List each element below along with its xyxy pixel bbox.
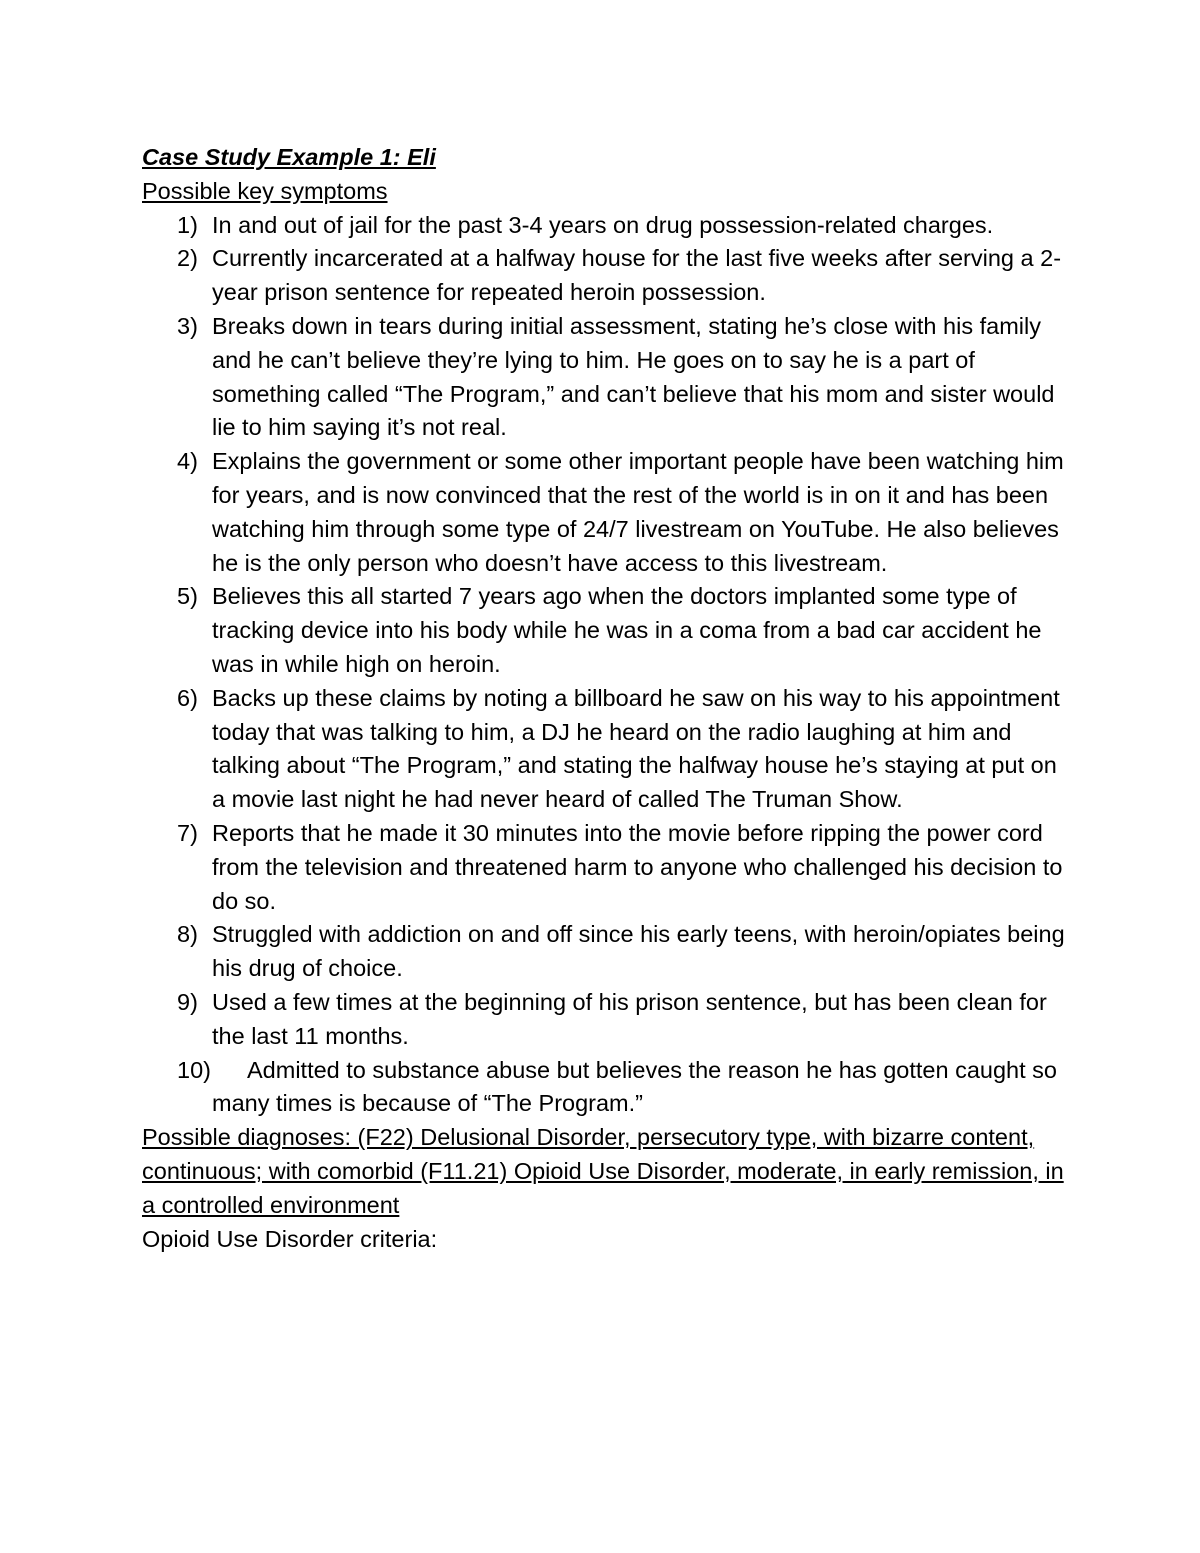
criteria-heading: Opioid Use Disorder criteria: — [142, 1225, 438, 1252]
symptom-item — [142, 986, 1072, 1054]
symptom-item — [142, 817, 1072, 918]
symptom-number: 9) — [177, 988, 198, 1015]
symptom-item — [142, 918, 1072, 986]
symptom-text: In and out of jail for the past 3-4 years on drug possession-related charges. — [212, 211, 994, 238]
symptom-item — [142, 209, 1072, 243]
symptom-number: 8) — [177, 921, 198, 948]
symptoms-heading: Possible key symptoms — [142, 177, 388, 204]
symptom-text: Backs up these claims by noting a billboard he saw on his way to his appointment today that was talking to him, a DJ he heard on the radio laughing at him and talking about “The Program,” and stating the halfway house he’s staying at put on a movie last night he had never heard of called The Truman Show. — [212, 684, 1060, 813]
symptom-text: Explains the government or some other important people have been watching him for years, and is now convinced that the rest of the world is in on it and has been watching him through some type of 24/7 livestream on YouTube. He also believes he is the only person who doesn’t have access to this livestream. — [212, 448, 1064, 576]
symptom-item — [142, 682, 1072, 817]
symptom-number: 6) — [177, 684, 198, 711]
symptom-text: Currently incarcerated at a halfway house for the last five weeks after serving a 2-year prison sentence for repeated heroin possession. — [212, 245, 1062, 306]
symptom-number: 3) — [177, 312, 198, 339]
case-study-title: Case Study Example 1: Eli — [142, 144, 436, 170]
symptom-text: Admitted to substance abuse but believes the reason he has gotten caught so many times is because of “The Program.” — [212, 1056, 1057, 1117]
symptom-text: Struggled with addiction on and off since his early teens, with heroin/opiates being his drug of choice. — [212, 921, 1065, 982]
symptom-number: 4) — [177, 448, 198, 475]
symptom-text: Believes this all started 7 years ago when the doctors implanted some type of tracking device into his body while he was in a coma from a bad car accident he was in while high on heroin. — [212, 583, 1042, 677]
symptom-item — [142, 310, 1072, 445]
symptom-number: 2) — [177, 245, 198, 272]
symptom-text: Reports that he made it 30 minutes into the movie before ripping the power cord from the television and threatened harm to anyone who challenged his decision to do so. — [212, 819, 1063, 914]
symptom-number: 10) — [177, 1056, 211, 1083]
symptom-item — [142, 1054, 1072, 1122]
symptom-number: 1) — [177, 211, 198, 238]
symptom-text: Used a few times at the beginning of his prison sentence, but has been clean for the last 11 months. — [212, 988, 1047, 1049]
document-body — [142, 141, 1072, 1256]
symptoms-list — [142, 209, 1072, 1122]
symptom-item — [142, 242, 1072, 310]
symptom-item — [142, 445, 1072, 580]
symptom-number: 7) — [177, 819, 198, 846]
symptom-text: Breaks down in tears during initial assessment, stating he’s close with his family and he can’t believe they’re lying to him. He goes on to say he is a part of something called “The Program,” and can’t believe that his mom and sister would lie to him saying it’s not real. — [212, 312, 1055, 441]
possible-diagnoses: Possible diagnoses: (F22) Delusional Disorder, persecutory type, with bizarre content, continuous; with comorbid (F11.21) Opioid Use Disorder, moderate, in early remission, in a controlled environment — [142, 1124, 1064, 1218]
symptom-item — [142, 580, 1072, 681]
symptom-number: 5) — [177, 583, 198, 610]
